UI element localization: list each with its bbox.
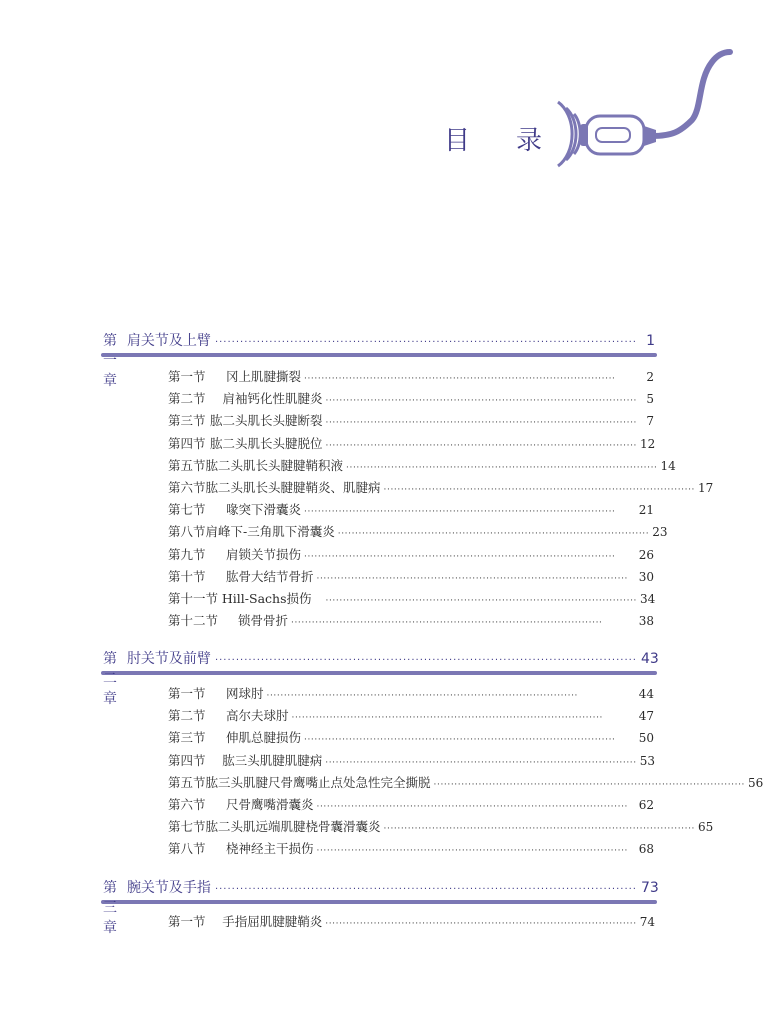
section-number: 第三节 [168, 730, 206, 746]
chapter-2-sections [168, 684, 763, 862]
section-page-number: 50 [638, 731, 654, 746]
chapter-3-sections [168, 912, 654, 934]
toc-entry[interactable] [168, 611, 654, 633]
section-number: 第五节 [168, 774, 206, 790]
dot-leader: ·························································································· [316, 801, 628, 812]
toc-entry[interactable] [168, 545, 654, 567]
chapter-title: 肘关节及前臂 [126, 651, 211, 667]
toc-entry[interactable] [168, 434, 654, 456]
section-number: 第六节 [168, 796, 206, 812]
section-title: 冈上肌腱撕裂 [226, 369, 302, 384]
section-page-number: 62 [638, 797, 654, 812]
section-title: 尺骨鹰嘴滑囊炎 [226, 796, 314, 812]
section-page-number: 34 [640, 591, 656, 606]
toc-entry[interactable] [168, 500, 654, 522]
dot-leader: ····································································································· [214, 884, 637, 895]
section-title: 肱三头肌腱尺骨鹰嘴止点处急性完全撕脱 [205, 774, 431, 790]
dot-leader: ·························································································· [304, 735, 616, 746]
section-title: 肱三头肌腱肌腱病 [222, 752, 323, 768]
dot-leader: ·························································································· [316, 846, 628, 857]
dot-leader: ·························································································· [316, 573, 628, 584]
chapter-page-number: 73 [641, 880, 659, 896]
section-number: 第四节 [168, 435, 206, 451]
dot-leader: ····································································································· [214, 655, 637, 666]
dot-leader: ·························································································· [304, 374, 616, 384]
toc-entry[interactable] [168, 456, 676, 478]
chapter-number: 第二章 [103, 651, 117, 707]
section-number: 第一节 [168, 686, 206, 701]
section-number: 第十一节 [168, 590, 219, 606]
dot-leader: ·························································································· [346, 462, 658, 473]
section-title: 锁骨骨折 [238, 613, 289, 629]
chapter-number: 第一章 [103, 333, 117, 389]
section-number: 第四节 [168, 752, 206, 768]
section-page-number: 53 [639, 753, 655, 768]
dot-leader: ·························································································· [291, 618, 603, 629]
dot-leader: ·························································································· [325, 757, 637, 768]
dot-leader: ·························································································· [304, 507, 616, 518]
section-title: 手指屈肌腱腱鞘炎 [222, 914, 323, 929]
section-page-number: 68 [638, 842, 654, 857]
section-page-number: 12 [640, 436, 656, 451]
dot-leader: ·························································································· [337, 529, 650, 540]
section-page-number: 47 [638, 709, 654, 724]
dot-leader: ·························································································· [266, 691, 578, 701]
section-title: 桡神经主干损伤 [226, 841, 314, 857]
title-char-1: 目 [444, 126, 471, 156]
section-title: 肩锁关节损伤 [226, 546, 302, 562]
section-number: 第八节 [168, 524, 206, 540]
dot-leader: ·························································································· [304, 551, 616, 562]
section-page-number: 5 [646, 392, 654, 407]
section-number: 第九节 [168, 546, 206, 562]
section-title: 肩峰下-三角肌下滑囊炎 [205, 524, 335, 540]
toc-entry[interactable] [168, 912, 654, 934]
dot-leader: ·························································································· [383, 484, 696, 495]
dot-leader: ·························································································· [383, 824, 696, 835]
chapter-title: 腕关节及手指 [126, 880, 211, 896]
section-number: 第一节 [168, 369, 206, 384]
section-title: 肱二头肌远端肌腱桡骨囊滑囊炎 [205, 819, 381, 835]
section-title: Hill-Sachs损伤 [221, 590, 312, 606]
toc-entry[interactable] [168, 839, 654, 861]
section-title: 肱二头肌长头腱腱鞘炎、肌腱病 [205, 479, 381, 495]
chapter-rule [101, 353, 657, 357]
dot-leader: ·························································································· [291, 713, 603, 724]
section-page-number: 30 [638, 569, 654, 584]
toc-entry[interactable] [168, 367, 654, 389]
section-number: 第三节 [168, 413, 206, 429]
dot-leader: ·························································································· [433, 779, 746, 790]
ultrasound-probe-icon [552, 40, 730, 170]
toc-entry[interactable] [168, 567, 654, 589]
section-number: 第七节 [168, 502, 206, 518]
section-number: 第二节 [168, 391, 206, 407]
toc-entry[interactable] [168, 817, 714, 839]
section-number: 第二节 [168, 708, 206, 724]
dot-leader: ·························································································· [325, 440, 637, 451]
chapter-title: 肩关节及上臂 [126, 333, 211, 349]
section-number: 第十节 [168, 568, 206, 584]
section-page-number: 2 [646, 370, 654, 384]
toc-entry[interactable] [168, 728, 654, 750]
section-number: 第十二节 [168, 613, 219, 629]
section-page-number: 26 [638, 547, 654, 562]
toc-entry[interactable] [168, 706, 654, 728]
section-page-number: 21 [638, 503, 654, 518]
section-page-number: 23 [652, 525, 668, 540]
section-title: 肱二头肌长头腱脱位 [210, 435, 323, 451]
toc-entry[interactable] [168, 411, 654, 433]
section-page-number: 65 [698, 820, 714, 835]
section-title: 肩袖钙化性肌腱炎 [222, 391, 323, 407]
toc-entry[interactable] [168, 522, 668, 544]
dot-leader: ·························································································· [325, 595, 637, 606]
section-page-number: 38 [638, 614, 654, 629]
section-title: 肱二头肌长头腱断裂 [210, 413, 323, 429]
chapter-rule [101, 671, 657, 675]
section-page-number: 44 [638, 687, 654, 701]
section-page-number: 74 [639, 915, 655, 929]
section-page-number: 56 [748, 775, 763, 790]
dot-leader: ·························································································· [325, 919, 637, 929]
section-number: 第八节 [168, 841, 206, 857]
chapter-page-number: 43 [641, 651, 659, 667]
page-title [444, 120, 542, 157]
section-page-number: 14 [660, 458, 676, 473]
toc-entry[interactable] [168, 389, 654, 411]
section-title: 网球肘 [226, 686, 264, 701]
dot-leader: ·························································································· [325, 418, 637, 429]
section-title: 肱骨大结节骨折 [226, 568, 314, 584]
chapter-rule [101, 900, 657, 904]
chapter-1-sections [168, 367, 714, 633]
toc-entry[interactable] [168, 589, 654, 611]
section-title: 喙突下滑囊炎 [226, 502, 302, 518]
section-number: 第六节 [168, 479, 206, 495]
chapter-number: 第三章 [103, 880, 117, 936]
dot-leader: ·························································································· [325, 396, 637, 407]
section-page-number: 7 [646, 414, 654, 429]
toc-entry[interactable] [168, 478, 714, 500]
section-title: 肱二头肌长头腱腱鞘积液 [205, 457, 344, 473]
toc-entry[interactable] [168, 751, 654, 773]
section-title: 高尔夫球肘 [226, 708, 289, 724]
toc-entry[interactable] [168, 795, 654, 817]
section-number: 第一节 [168, 914, 206, 929]
section-number: 第五节 [168, 457, 206, 473]
toc-entry[interactable] [168, 684, 654, 706]
title-char-2: 录 [516, 126, 543, 156]
section-title: 伸肌总腱损伤 [226, 730, 302, 746]
section-number: 第七节 [168, 819, 206, 835]
chapter-page-number: 1 [646, 333, 655, 349]
dot-leader: ····································································································· [214, 337, 637, 348]
toc-entry[interactable] [168, 773, 763, 795]
section-page-number: 17 [698, 480, 714, 495]
